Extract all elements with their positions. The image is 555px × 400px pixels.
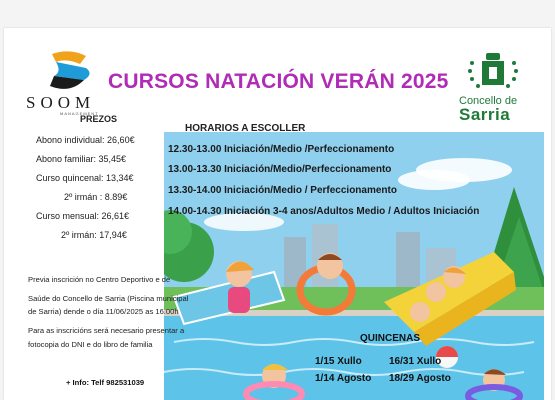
concello-logo-line2: Sarria xyxy=(459,105,511,124)
schedule-item: 14.00-14.30 Iniciación 3-4 anos/Adultos Medio / Adultos Iniciación xyxy=(168,206,480,217)
price-item: 2º irmán: 17,94€ xyxy=(61,230,127,240)
schedule-item: 12.30-13.00 Iniciación/Medio /Perfeccionamento xyxy=(168,144,395,155)
quincena-item: 18/29 Agosto xyxy=(389,373,451,384)
soom-logo-mark xyxy=(40,50,100,92)
schedule-item: 13.30-14.00 Iniciación/Medio / Perfeccionamento xyxy=(168,185,397,196)
quincena-item: 16/31 Xullo xyxy=(389,356,442,367)
phone-info: + Info: Telf 982531039 xyxy=(66,378,145,387)
poster-title: CURSOS NATACIÓN VERÁN 2025 xyxy=(108,70,449,93)
price-item: 2º irmán : 8.89€ xyxy=(64,192,128,202)
info-line: Saúde do Concello de Sarria (Piscina municipal xyxy=(28,294,189,303)
quincena-item: 1/15 Xullo xyxy=(315,356,362,367)
info-line: Previa inscrición no Centro Deportivo e de xyxy=(28,275,171,284)
info-line: de Sarria) dende o día 11/06/2025 as 16.00h xyxy=(28,307,179,316)
price-item: Abono familiar: 35,45€ xyxy=(36,154,127,164)
quincena-item: 1/14 Agosto xyxy=(315,373,372,384)
soom-logo-subtitle: MANAGEMENT xyxy=(60,111,99,116)
price-item: Abono individual: 26,60€ xyxy=(36,135,135,145)
price-item: Curso mensual: 26,61€ xyxy=(36,211,130,221)
poster xyxy=(4,28,551,400)
price-item: Curso quincenal: 13,34€ xyxy=(36,173,134,183)
schedule-title: HORARIOS A ESCOLLER xyxy=(185,123,306,134)
info-line: Para as inscricións será necesario presentar a xyxy=(28,326,185,335)
concello-logo-line1: Concello de xyxy=(459,95,518,107)
soom-logo-text: SOOM xyxy=(26,93,96,112)
concello-crest-icon xyxy=(464,53,522,93)
prices-title: PREZOS xyxy=(80,114,118,124)
info-line: fotocopia do DNI e do libro de familia xyxy=(28,340,153,349)
quincenas-title: QUINCENAS xyxy=(360,333,421,344)
schedule-item: 13.00-13.30 Iniciación/Medio/Perfeccionamento xyxy=(168,164,392,175)
